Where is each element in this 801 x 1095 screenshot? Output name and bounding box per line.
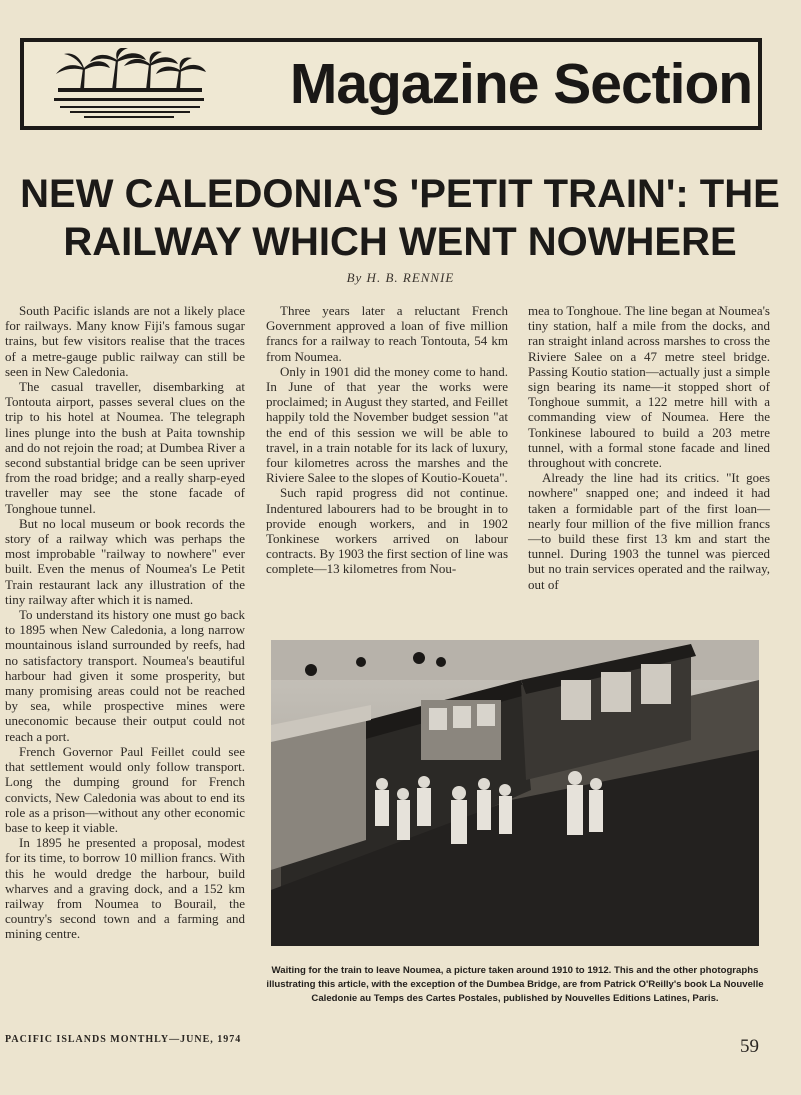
magazine-section-title: Magazine Section bbox=[289, 52, 753, 116]
train-photograph bbox=[271, 640, 759, 946]
masthead bbox=[20, 38, 762, 130]
paragraph: To understand its history one must go back to 1895 when New Caledonia, a long narrow mountainous island surrounded by reefs, had no satisfactory transport. Noumea's beautiful harbour had given it some prosperity, but many promising areas could not be reached by sea, while prospective mines were uneconomic because their output could not reach a port. bbox=[5, 607, 245, 744]
paragraph: The casual traveller, disembarking at Tontouta airport, passes several clues on the trip to his hotel at Noumea. The telegraph lines plunge into the bush at Paita township and do not rejoin the road; at Dumbea River a second substantial bridge can be seen upriver from the road bridge; and a really sharp-eyed traveller may see the stone facade of Tonghoue tunnel. bbox=[5, 379, 245, 516]
article-headline bbox=[20, 170, 780, 266]
paragraph: South Pacific islands are not a likely place for railways. Many know Fiji's famous sugar trains, but few visitors realise that the traces of a metre-gauge public railway can still be seen in New Caledonia. bbox=[5, 303, 245, 379]
paragraph: French Governor Paul Feillet could see that settlement would only follow transport. Long the dumping ground for French convicts, New Caledonia was about to end its role as a prison—without any other economic base to keep it viable. bbox=[5, 743, 245, 835]
paragraph: Such rapid progress did not continue. Indentured labourers had to be brought in to provide enough workers, and in 1902 Tonkinese workers arrived on labour contracts. By 1903 the first section of line was complete—13 kilometres from Nou- bbox=[266, 485, 508, 577]
train-photo-illustration bbox=[271, 640, 759, 946]
headline-line-1: NEW CALEDONIA'S 'PETIT TRAIN': THE bbox=[20, 172, 780, 216]
photo-caption: Waiting for the train to leave Noumea, a picture taken around 1910 to 1912. This and the other photographs illustrating this article, with the exception of the Dumbea Bridge, are from Patrick O'Reilly's book La Nouvelle Caledonie au Temps des Cartes Postales, published by Nouvelles Editions Latines, Paris. bbox=[266, 965, 764, 1004]
article-column-1 bbox=[5, 303, 245, 942]
byline: By H. B. RENNIE bbox=[346, 270, 455, 285]
paragraph-continued: mea to Tonghoue. The line began at Noumea's tiny station, half a mile from the docks, and ran straight inland across marshes to cross the Riviere Salee on a 47 metre steel bridge. Passing Koutio station—actually just a simple sign bearing its name—it stopped short of Tonghoue summit, a 122 metre hill with a commanding view of Noumea. Here the Tonkinese laboured to build a 203 metre tunnel, with a formal stone facade and lined throughout with concrete. bbox=[528, 303, 770, 471]
paragraph: In 1895 he presented a proposal, modest for its time, to borrow 10 million francs. With this he would dredge the harbour, build wharves and a graving dock, and a 152 km railway from Noumea to Bourail, the country's second town and a farming and mining centre. bbox=[5, 835, 245, 942]
paragraph: Only in 1901 did the money come to hand. In June of that year the works were proclaimed; in August they started, and Feillet happily told the November budget session "at the end of this session we will be able to travel, in a train notable for its lack of luxury, four kilometres across the marshes and the Riviere Salee to the slopes of Koutio-Koueta". bbox=[266, 363, 508, 486]
paragraph: Three years later a reluctant French Government approved a loan of five million francs for a railway to reach Tontouta, 54 km from Noumea. bbox=[266, 303, 508, 364]
page-number: 59 bbox=[740, 1036, 759, 1057]
paragraph: But no local museum or book records the story of a railway which was perhaps the most improbable "railway to nowhere" ever built. Even the menus of Noumea's Le Petit Train restaurant lack any illustration of the tiny railway after which it is named. bbox=[5, 515, 245, 607]
article-column-3 bbox=[528, 303, 770, 592]
publication-footer: PACIFIC ISLANDS MONTHLY—JUNE, 1974 bbox=[5, 1034, 242, 1045]
palm-trees-logo-icon bbox=[50, 48, 210, 120]
paragraph: Already the line had its critics. "It goes nowhere" snapped one; and indeed it had taken a formidable part of the first loan—nearly four million of the five million francs—to build these first 13 km and start the tunnel. During 1903 the tunnel was pierced but no train services operated and the railway, out of bbox=[528, 470, 770, 592]
headline-line-2: RAILWAY WHICH WENT NOWHERE bbox=[63, 220, 737, 264]
article-column-2 bbox=[266, 303, 508, 577]
